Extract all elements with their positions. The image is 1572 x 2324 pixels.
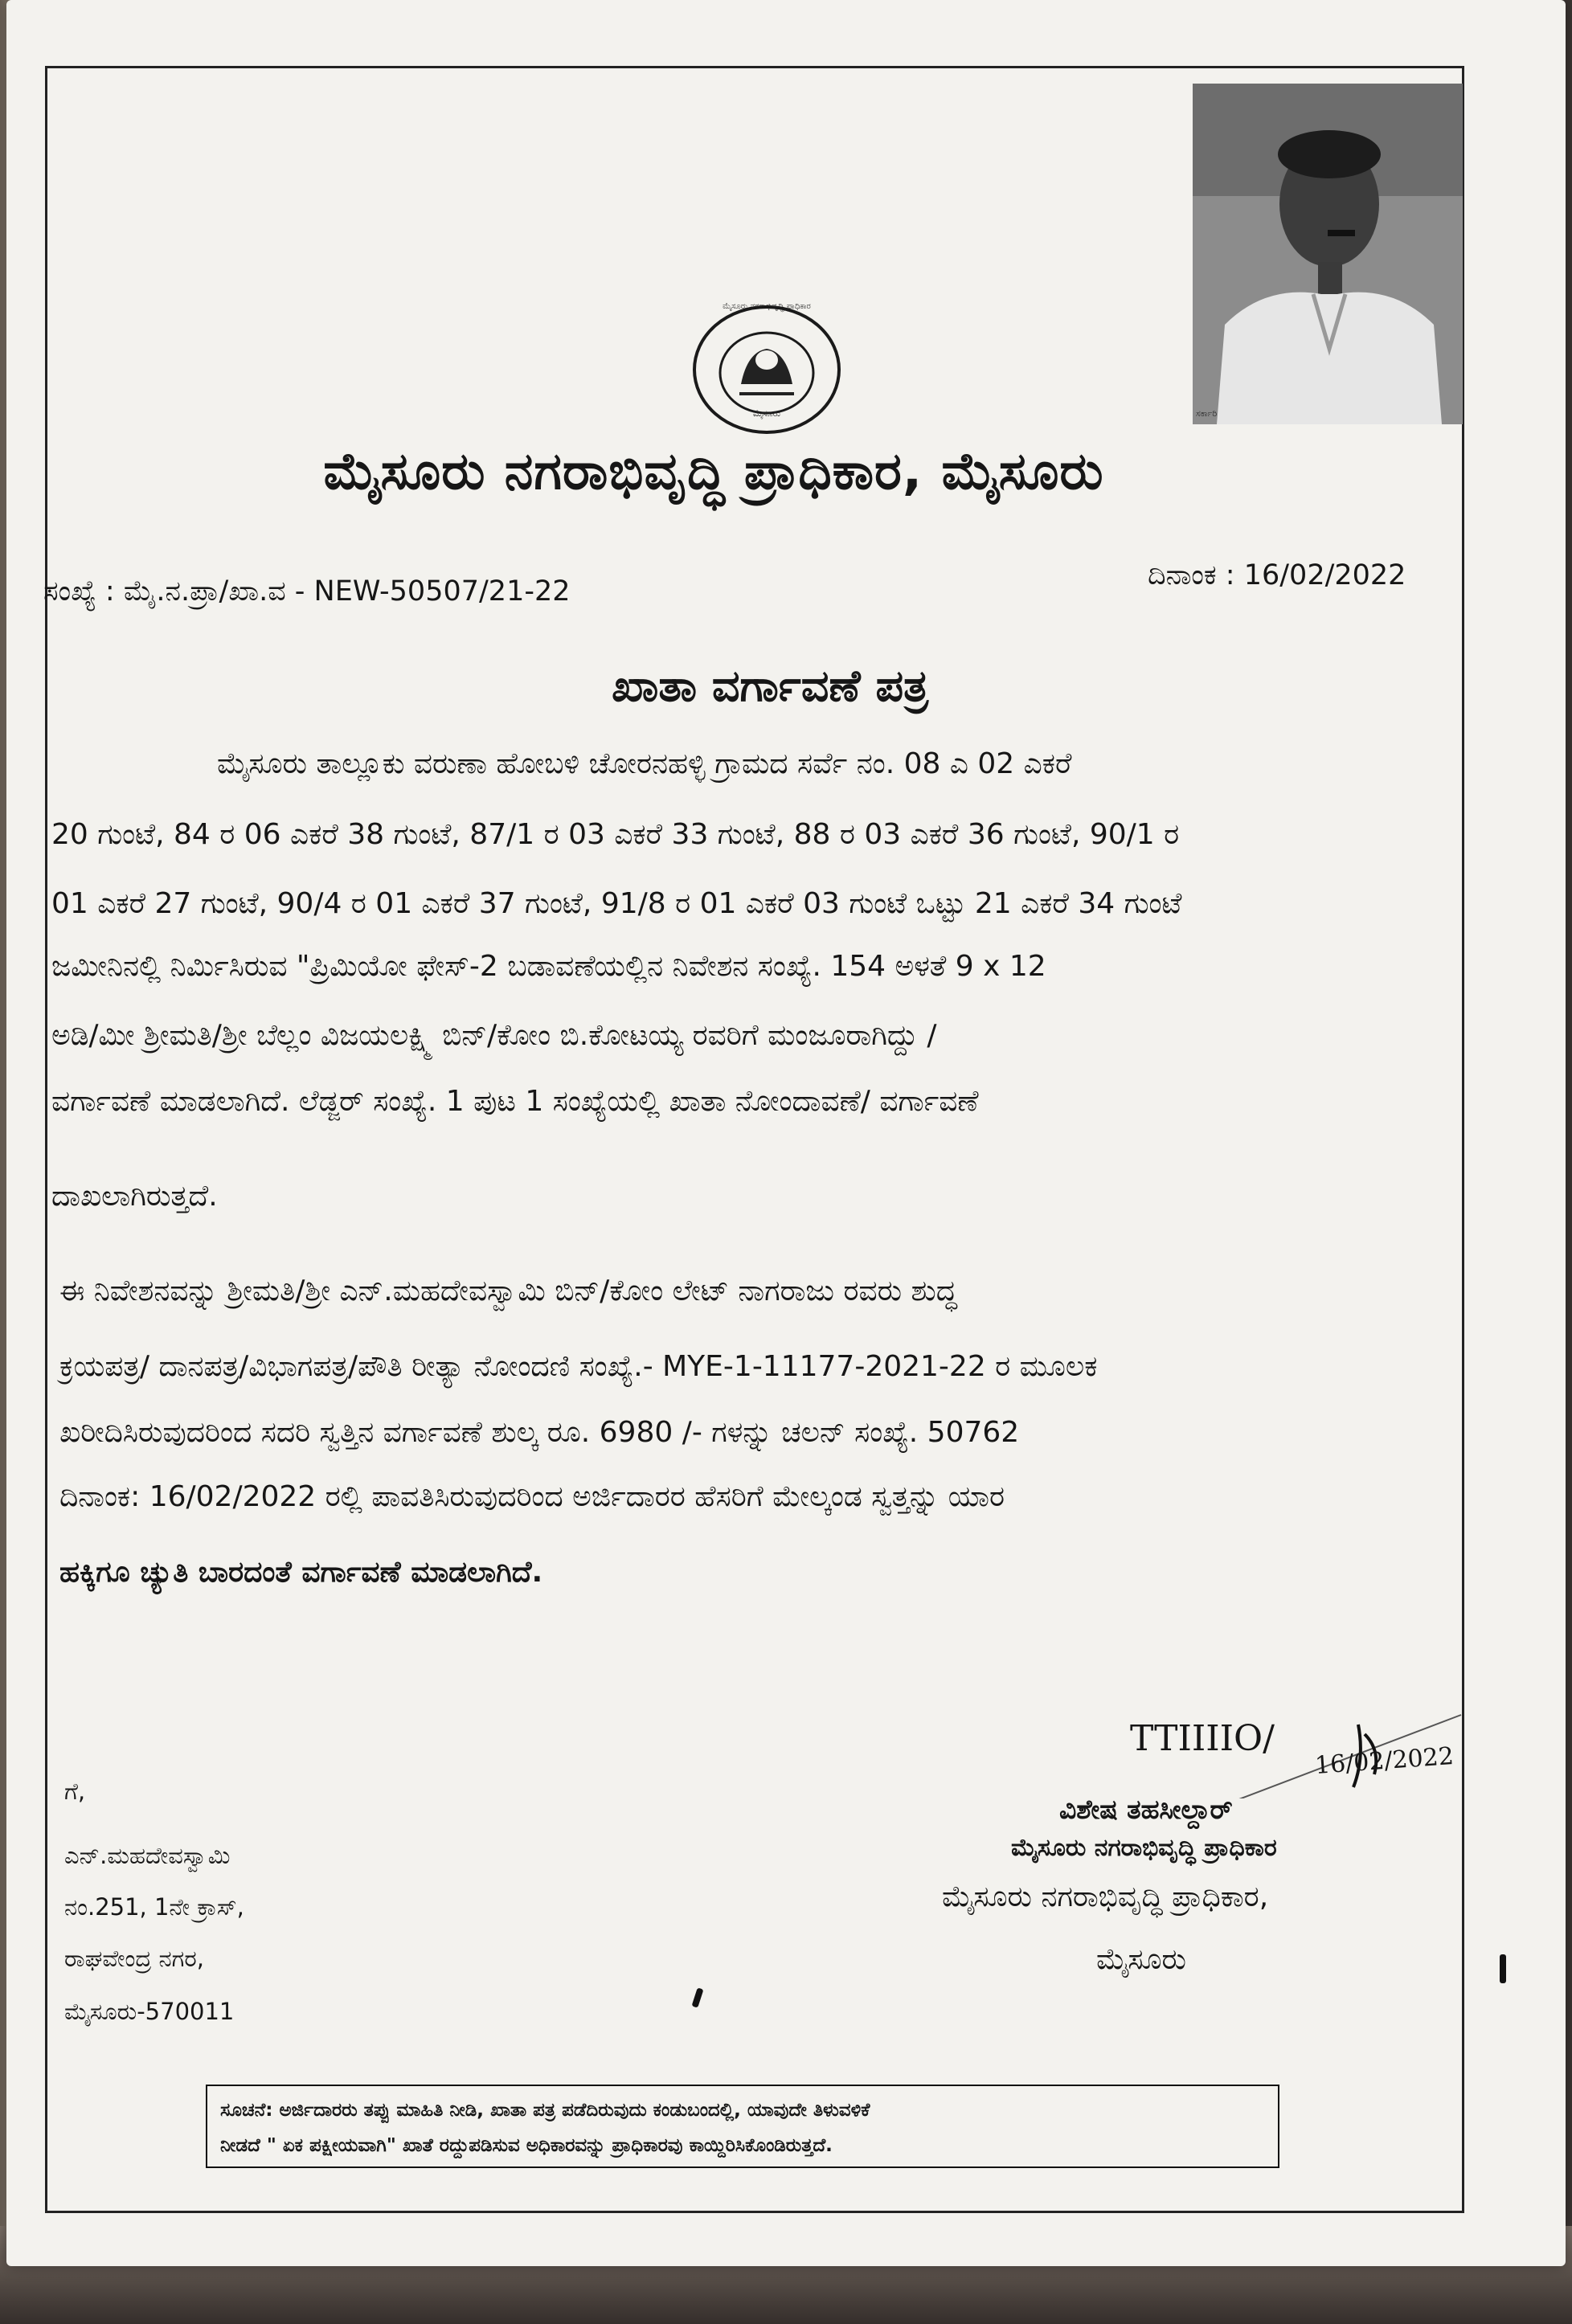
document-page <box>6 0 1566 2266</box>
signatory-office: ಮೈಸೂರು ನಗರಾಭಿವೃದ್ಧಿ ಪ್ರಾಧಿಕಾರ <box>1011 1834 1277 1862</box>
address-line1: ನಂ.251, 1ನೇ ಕ್ರಾಸ್, <box>64 1893 244 1921</box>
reference-number: ಸಂಖ್ಯೆ : ಮೈ.ನ.ಪ್ರಾ/ಖಾ.ವ - NEW-50507/21-22 <box>43 575 571 608</box>
stray-mark <box>1500 1954 1506 1983</box>
paragraph1-line: 01 ಎಕರೆ 27 ಗುಂಟೆ, 90/4 ರ 01 ಎಕರೆ 37 ಗುಂಟೆ, 91/8 ರ 01 ಎಕರೆ 03 ಗುಂಟೆ ಒಟ್ಟು 21 ಎಕರೆ 34 ಗುಂಟೆ <box>51 887 1182 920</box>
paragraph1-line: ಅಡಿ/ಮೀ ಶ್ರೀಮತಿ/ಶ್ರೀ ಬೆಲ್ಲಂ ವಿಜಯಲಕ್ಷ್ಮಿ ಬಿನ್/ಕೋಂ ಬಿ.ಕೋಟಯ್ಯ ರವರಿಗೆ ಮಂಜೂರಾಗಿದ್ದು / <box>51 1019 937 1052</box>
paragraph1-line: ಮೈಸೂರು ತಾಲ್ಲೂಕು ವರುಣಾ ಹೋಬಳಿ ಚೋರನಹಳ್ಳಿ ಗ್ರಾಮದ ಸರ್ವೆ ನಂ. 08 ಎ 02 ಎಕರೆ <box>217 747 1072 780</box>
address-line2: ರಾಘವೇಂದ್ರ ನಗರ, <box>64 1945 204 1972</box>
notice-line: ನೀಡದೆ " ಏಕ ಪಕ್ಷೀಯವಾಗಿ" ಖಾತೆ ರದ್ದುಪಡಿಸುವ ಅಧಿಕಾರವನ್ನು ಪ್ರಾಧಿಕಾರವು ಕಾಯ್ದಿರಿಸಿಕೊಂಡಿರುತ್ತದೆ. <box>220 2135 833 2156</box>
signature-date: 16/02/2022 <box>1313 1742 1455 1780</box>
seal-text: ಮೈಸೂರು <box>752 408 781 419</box>
paragraph2-line: ಖರೀದಿಸಿರುವುದರಿಂದ ಸದರಿ ಸ್ವತ್ತಿನ ವರ್ಗಾವಣೆ ಶುಲ್ಕ ರೂ. 6980 /- ಗಳನ್ನು ಚಲನ್ ಸಂಖ್ಯೆ. 50762 <box>59 1416 1020 1449</box>
address-name: ಎನ್.ಮಹದೇವಸ್ವಾಮಿ <box>64 1842 231 1869</box>
paragraph1-line: ದಾಖಲಾಗಿರುತ್ತದೆ. <box>51 1180 218 1213</box>
document-heading: ಖಾತಾ ವರ್ಗಾವಣೆ ಪತ್ರ <box>611 661 929 711</box>
authority-seal <box>691 304 842 436</box>
paragraph2-line: ದಿನಾಂಕ: 16/02/2022 ರಲ್ಲಿ ಪಾವತಿಸಿರುವುದರಿಂದ ಅರ್ಜಿದಾರರ ಹೆಸರಿಗೆ ಮೇಲ್ಕಂಡ ಸ್ವತ್ತನ್ನು ಯಾರ <box>59 1480 1005 1513</box>
paragraph1-line: ಜಮೀನಿನಲ್ಲಿ ನಿರ್ಮಿಸಿರುವ "ಪ್ರಿಮಿಯೋ ಫೇಸ್-2 ಬಡಾವಣೆಯಲ್ಲಿನ ನಿವೇಶನ ಸಂಖ್ಯೆ. 154 ಅಳತೆ 9 x 12 <box>51 950 1046 983</box>
signatory-organization: ಮೈಸೂರು ನಗರಾಭಿವೃದ್ಧಿ ಪ್ರಾಧಿಕಾರ, <box>942 1880 1269 1913</box>
seal-ring-text: ಮೈಸೂರು ನಗರಾಭಿವೃದ್ಧಿ ಪ್ರಾಧಿಕಾರ <box>723 302 811 311</box>
paragraph2-line: ಕ್ರಯಪತ್ರ/ ದಾನಪತ್ರ/ವಿಭಾಗಪತ್ರ/ಪೌತಿ ರೀತ್ಯಾ ನೋಂದಣಿ ಸಂಖ್ಯೆ.- MYE-1-11177-2021-22 ರ ಮೂಲಕ <box>59 1350 1098 1383</box>
document-date: ದಿನಾಂಕ : 16/02/2022 <box>1148 559 1406 591</box>
notice-line: ಸೂಚನೆ: ಅರ್ಜಿದಾರರು ತಪ್ಪು ಮಾಹಿತಿ ನೀಡಿ, ಖಾತಾ ಪತ್ರ ಪಡೆದಿರುವುದು ಕಂಡುಬಂದಲ್ಲಿ, ಯಾವುದೇ ತಿಳುವಳಿಕೆ <box>220 2100 870 2121</box>
photo-stamp-text: ಸರ್ಕಾರಿ <box>1196 408 1218 419</box>
paragraph1-line: ವರ್ಗಾವಣೆ ಮಾಡಲಾಗಿದೆ. ಲೆಡ್ಜರ್ ಸಂಖ್ಯೆ. 1 ಪುಟ 1 ಸಂಖ್ಯೆಯಲ್ಲಿ ಖಾತಾ ನೋಂದಾವಣೆ/ ವರ್ಗಾವಣೆ <box>51 1085 979 1118</box>
address-to: ಗೆ, <box>64 1778 86 1805</box>
paragraph2-line: ಹಕ್ಕಿಗೂ ಚ್ಯುತಿ ಬಾರದಂತೆ ವರ್ಗಾವಣೆ ಮಾಡಲಾಗಿದೆ. <box>59 1556 543 1589</box>
signatory-city: ಮೈಸೂರು <box>1096 1943 1186 1976</box>
organization-title: ಮೈಸೂರು ನಗರಾಭಿವೃದ್ಧಿ ಪ್ರಾಧಿಕಾರ, ಮೈಸೂರು <box>323 442 1104 501</box>
address-line3: ಮೈಸೂರು-570011 <box>64 1998 235 2025</box>
signatory-designation: ವಿಶೇಷ ತಹಸೀಲ್ದಾರ್ <box>1059 1794 1233 1825</box>
notice-box <box>206 2085 1279 2168</box>
paragraph2-line: ಈ ನಿವೇಶನವನ್ನು ಶ್ರೀಮತಿ/ಶ್ರೀ ಎನ್.ಮಹದೇವಸ್ವಾಮಿ ಬಿನ್/ಕೋಂ ಲೇಟ್ ನಾಗರಾಜು ರವರು ಶುದ್ಧ <box>59 1275 957 1307</box>
applicant-photo <box>1193 84 1463 424</box>
paragraph1-line: 20 ಗುಂಟೆ, 84 ರ 06 ಎಕರೆ 38 ಗುಂಟೆ, 87/1 ರ 03 ಎಕರೆ 33 ಗುಂಟೆ, 88 ರ 03 ಎಕರೆ 36 ಗುಂಟೆ, 90/1 ರ <box>51 818 1180 851</box>
signature-handwriting: TTIIIIO/ <box>1130 1718 1275 1759</box>
